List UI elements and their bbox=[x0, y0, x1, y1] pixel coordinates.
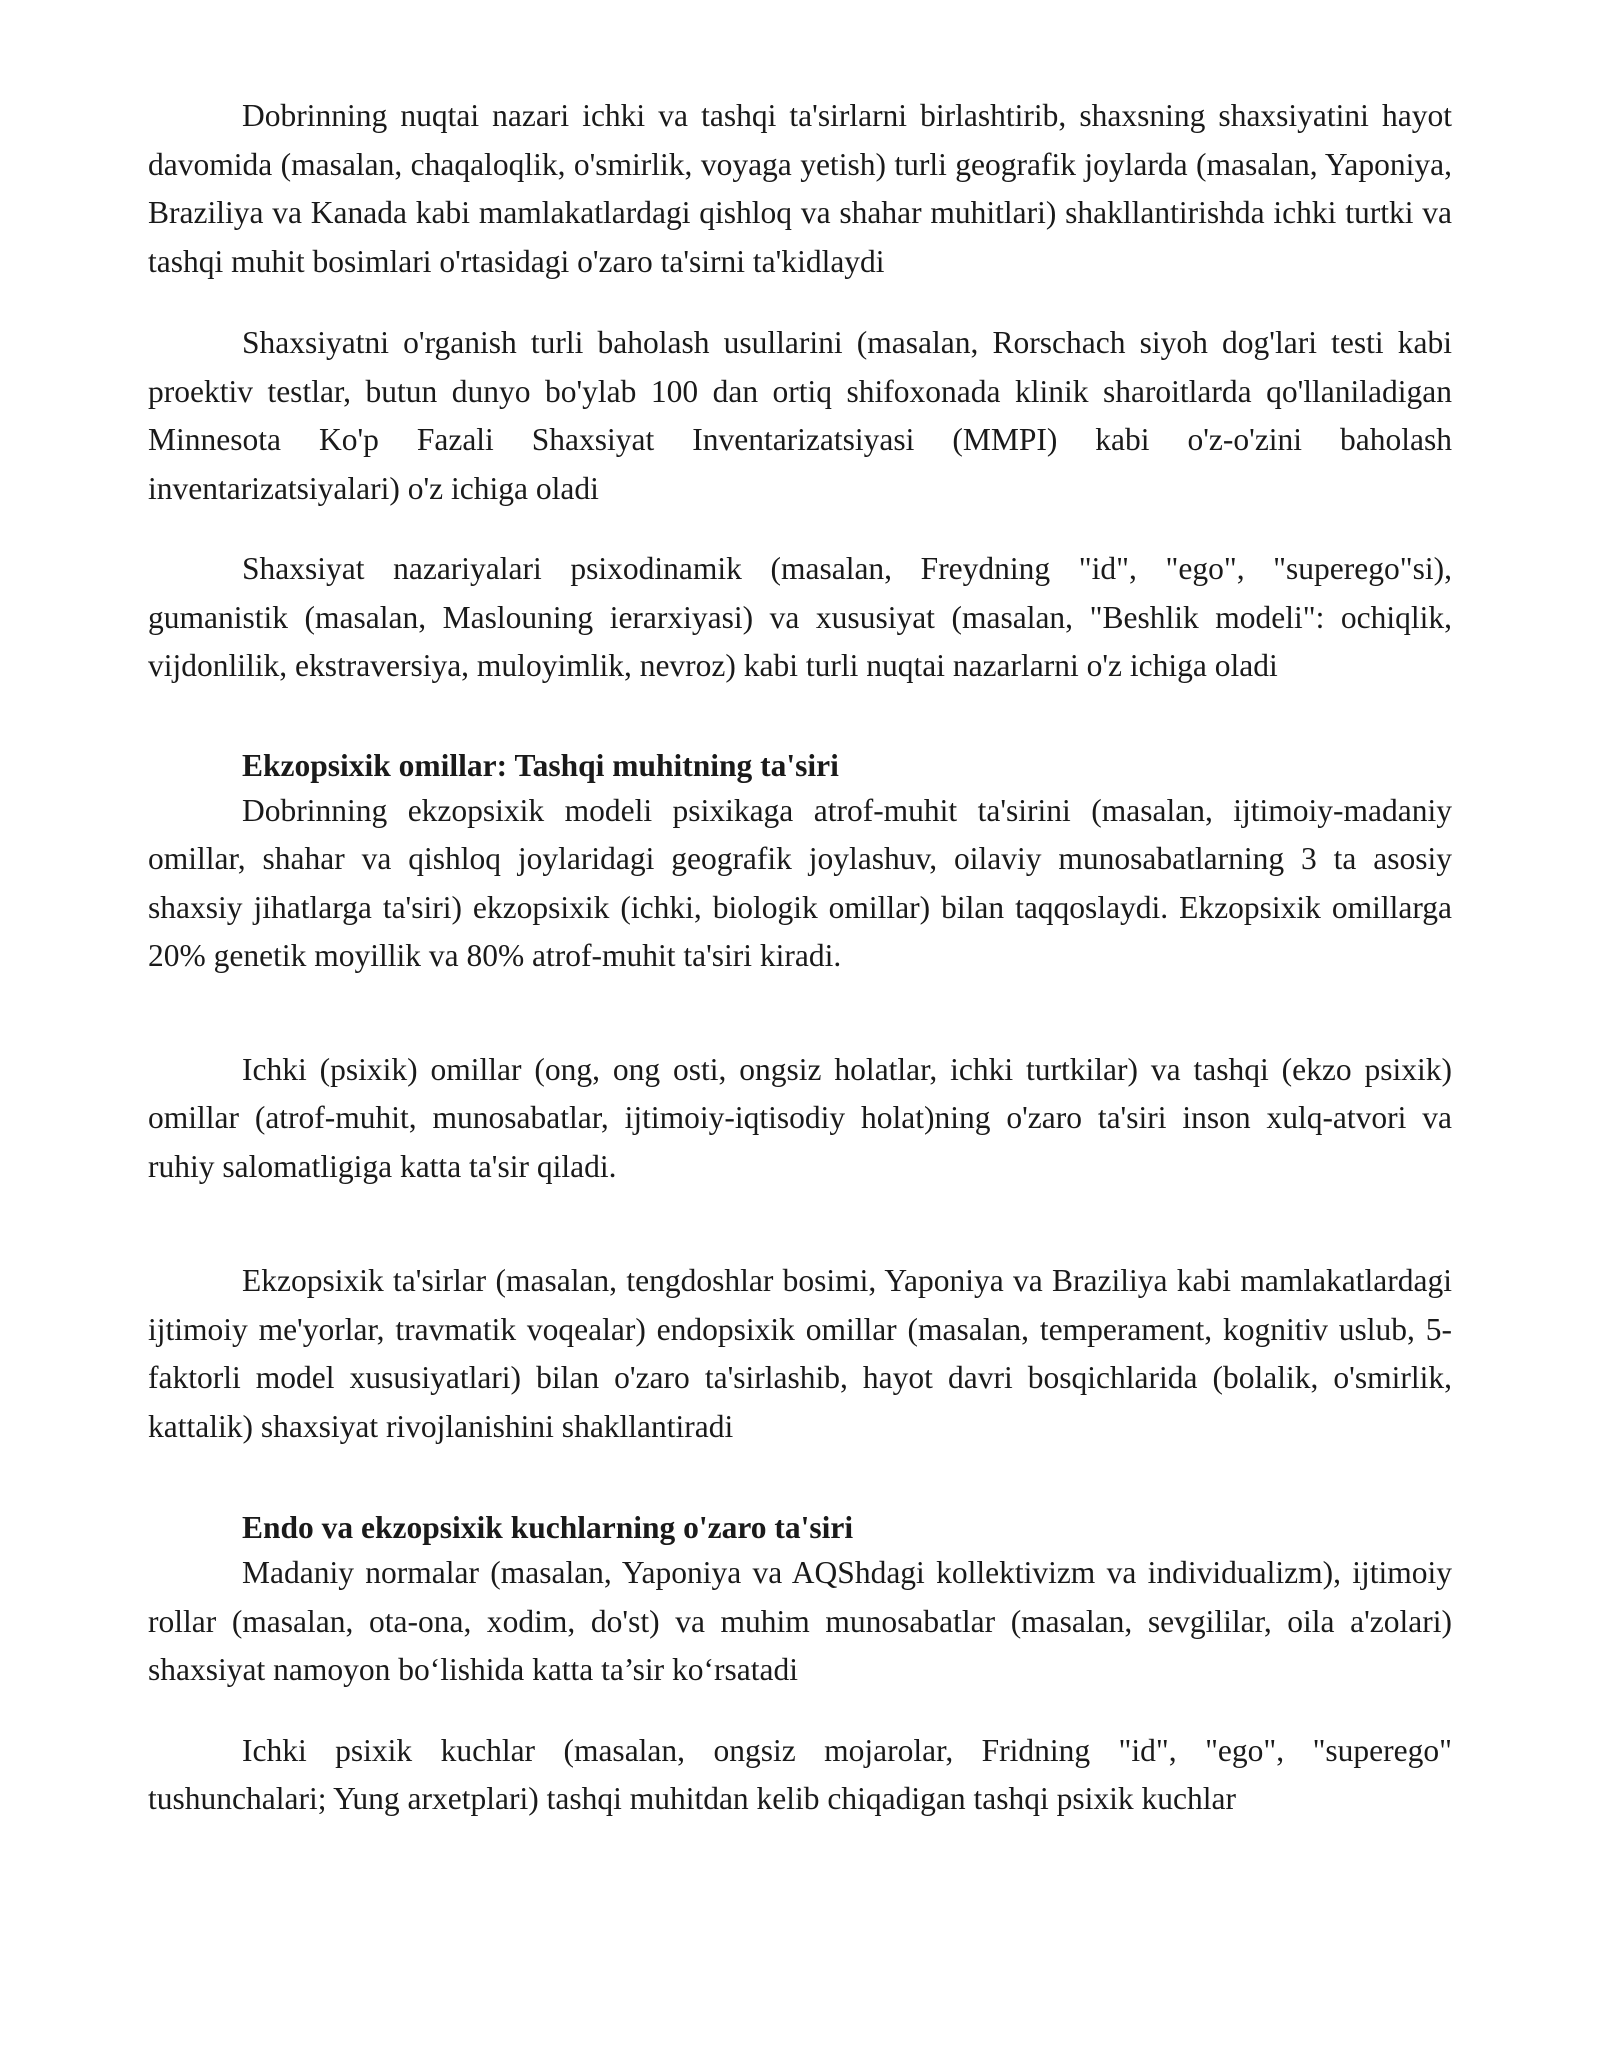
section-heading-endo-exo-interaction: Endo va ekzopsixik kuchlarning o'zaro ta'siri bbox=[242, 1510, 854, 1545]
paragraph-exopsychic-model: Dobrinning ekzopsixik modeli psixikaga atrof-muhit ta'sirini (masalan, ijtimoiy-madaniy omillar, shahar va qishloq joylaridagi geografik joylashuv, oilaviy munosabatlarning 3 ta asosiy shaxsiy jihatlarga ta'siri) ekzopsixik (ichki, biologik omillar) bilan taqqoslaydi. Ekzopsixik omillarga 20% genetik moyillik va 80% atrof-muhit ta'siri kiradi. bbox=[148, 792, 1452, 973]
document-body bbox=[148, 92, 1452, 1824]
paragraph-internal-psychic-forces: Ichki psixik kuchlar (masalan, ongsiz mojarolar, Fridning "id", "ego", "superego" tushunchalari; Yung arxetplari) tashqi muhitdan kelib chiqadigan tashqi psixik kuchlar bbox=[148, 1732, 1452, 1816]
paragraph-cultural-norms: Madaniy normalar (masalan, Yaponiya va AQShdagi kollektivizm va individualizm), ijtimoiy rollar (masalan, ota-ona, xodim, do'st) va muhim munosabatlar (masalan, sevgililar, oila a'zolari) shaxsiyat namoyon bo‘lishida katta ta’sir ko‘rsatadi bbox=[148, 1555, 1452, 1687]
paragraph-exopsychic-influences: Ekzopsixik ta'sirlar (masalan, tengdoshlar bosimi, Yaponiya va Braziliya kabi mamlakatlardagi ijtimoiy me'yorlar, travmatik voqealar) endopsixik omillar (masalan, temperament, kognitiv uslub, 5-faktorli model xususiyatlari) bilan o'zaro ta'sirlashib, hayot davri bosqichlarida (bolalik, o'smirlik, kattalik) shaxsiyat rivojlanishini shakllantiradi bbox=[148, 1263, 1452, 1444]
section-heading-exopsychic-factors: Ekzopsixik omillar: Tashqi muhitning ta'siri bbox=[242, 747, 839, 783]
paragraph-internal-external-factors: Ichki (psixik) omillar (ong, ong osti, ongsiz holatlar, ichki turtkilar) va tashqi (ekzo psixik) omillar (atrof-muhit, munosabatlar, ijtimoiy-iqtisodiy holat)ning o'zaro ta'siri inson xulq-atvori va ruhiy salomatligiga katta ta'sir qiladi. bbox=[148, 1051, 1452, 1184]
paragraph-dobrin-perspective: Dobrinning nuqtai nazari ichki va tashqi ta'sirlarni birlashtirib, shaxsning shaxsiyatini hayot davomida (masalan, chaqaloqlik, o'smirlik, voyaga yetish) turli geografik joylarda (masalan, Yaponiya, Braziliya va Kanada kabi mamlakatlardagi qishloq va shahar muhitlari) shakllantirishda ichki turtki va tashqi muhit bosimlari o'rtasidagi o'zaro ta'sirni ta'kidlaydi bbox=[148, 98, 1452, 279]
paragraph-personality-assessment: Shaxsiyatni o'rganish turli baholash usullarini (masalan, Rorschach siyoh dog'lari testi kabi proektiv testlar, butun dunyo bo'ylab 100 dan ortiq shifoxonada klinik sharoitlarda qo'llaniladigan Minnesota Ko'p Fazali Shaxsiyat Inventarizatsiyasi (MMPI) kabi o'z-o'zini baholash inventarizatsiyalari) o'z ichiga oladi bbox=[148, 325, 1452, 506]
paragraph-personality-theories: Shaxsiyat nazariyalari psixodinamik (masalan, Freydning "id", "ego", "superego"si), gumanistik (masalan, Maslouning ierarxiyasi) va xususiyat (masalan, "Beshlik modeli": ochiqlik, vijdonlilik, ekstraversiya, muloyimlik, nevroz) kabi turli nuqtai nazarlarni o'z ichiga oladi bbox=[148, 551, 1452, 683]
